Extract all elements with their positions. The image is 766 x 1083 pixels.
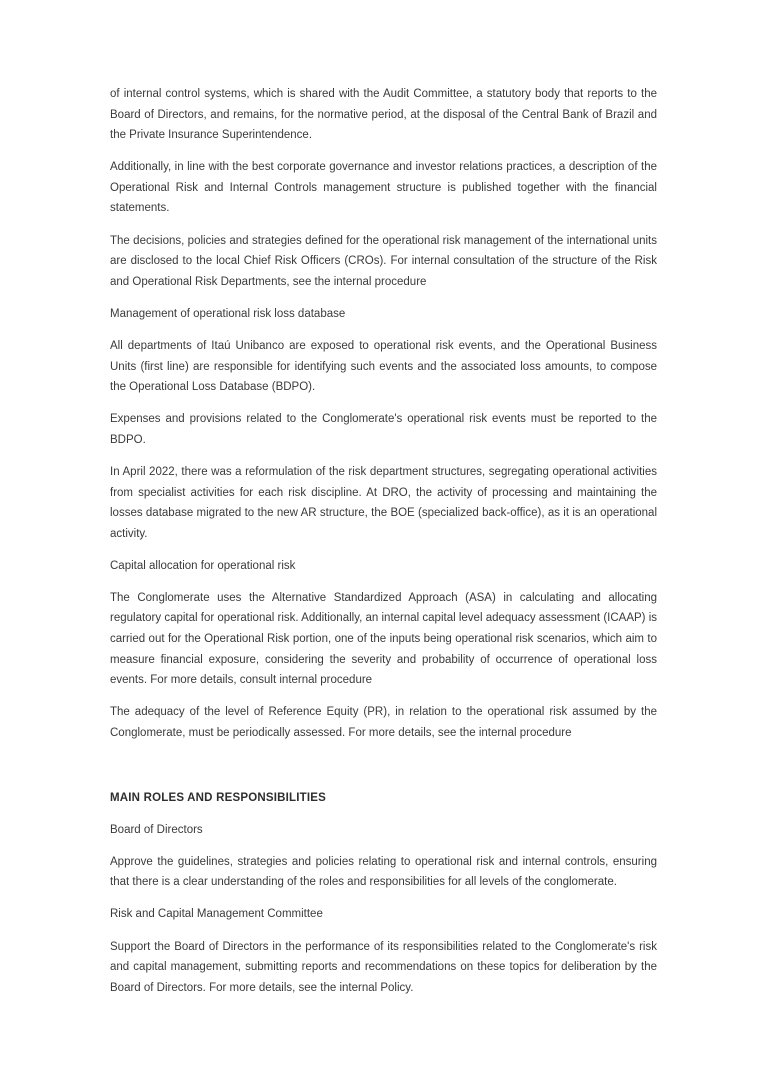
sub-heading-loss-database: Management of operational risk loss database [110,307,346,320]
paragraph: The Conglomerate uses the Alternative Standardized Approach (ASA) in calculating and allocating regulatory capital for operational risk. Additionally, an internal capital level adequacy assessment (ICAAP) is carried out for the Operational Risk portion, one of the inputs being operational risk scenarios, which aim to measure financial exposure, considering the severity and probability of occurrence of operational loss events. For more details, consult internal procedure [110,591,657,687]
section-heading-main-roles: MAIN ROLES AND RESPONSIBILITIES [110,791,326,804]
paragraph: The decisions, policies and strategies defined for the operational risk management of the international units are disclosed to the local Chief Risk Officers (CROs). For internal consultation of the structure of the Risk and Operational Risk Departments, see the internal procedure [110,234,657,288]
paragraph: The adequacy of the level of Reference Equity (PR), in relation to the operational risk assumed by the Conglomerate, must be periodically assessed. For more details, see the internal procedure [110,706,657,739]
role-description: Support the Board of Directors in the performance of its responsibilities related to the Conglomerate's risk and capital management, submitting reports and recommendations on these topics for deliberation by the Board of Directors. For more details, see the internal Policy. [110,940,657,994]
role-description: Approve the guidelines, strategies and policies relating to operational risk and internal controls, ensuring that there is a clear understanding of the roles and responsibilities for all levels of the conglomerate. [110,855,657,889]
paragraph: In April 2022, there was a reformulation of the risk department structures, segregating operational activities from specialist activities for each risk discipline. At DRO, the activity of processing and maintaining the losses database migrated to the new AR structure, the BOE (specialized back-office), as it is an operational activity. [110,465,657,540]
paragraph: Expenses and provisions related to the Conglomerate's operational risk events must be reported to the BDPO. [110,413,657,446]
paragraph: Additionally, in line with the best corporate governance and investor relations practices, a description of the Operational Risk and Internal Controls management structure is published together with the financial statements. [110,161,657,215]
sub-heading-capital-allocation: Capital allocation for operational risk [110,559,296,572]
paragraph: All departments of Itaú Unibanco are exposed to operational risk events, and the Operational Business Units (first line) are responsible for identifying such events and the associated loss amounts, to compose the Operational Loss Database (BDPO). [110,339,657,394]
role-title-board-of-directors: Board of Directors [110,823,203,836]
role-title-risk-capital-committee: Risk and Capital Management Committee [110,908,323,921]
paragraph: of internal control systems, which is shared with the Audit Committee, a statutory body that reports to the Board of Directors, and remains, for the normative period, at the disposal of the Central Bank of Brazil and the Private Insurance Superintendence. [110,88,657,142]
